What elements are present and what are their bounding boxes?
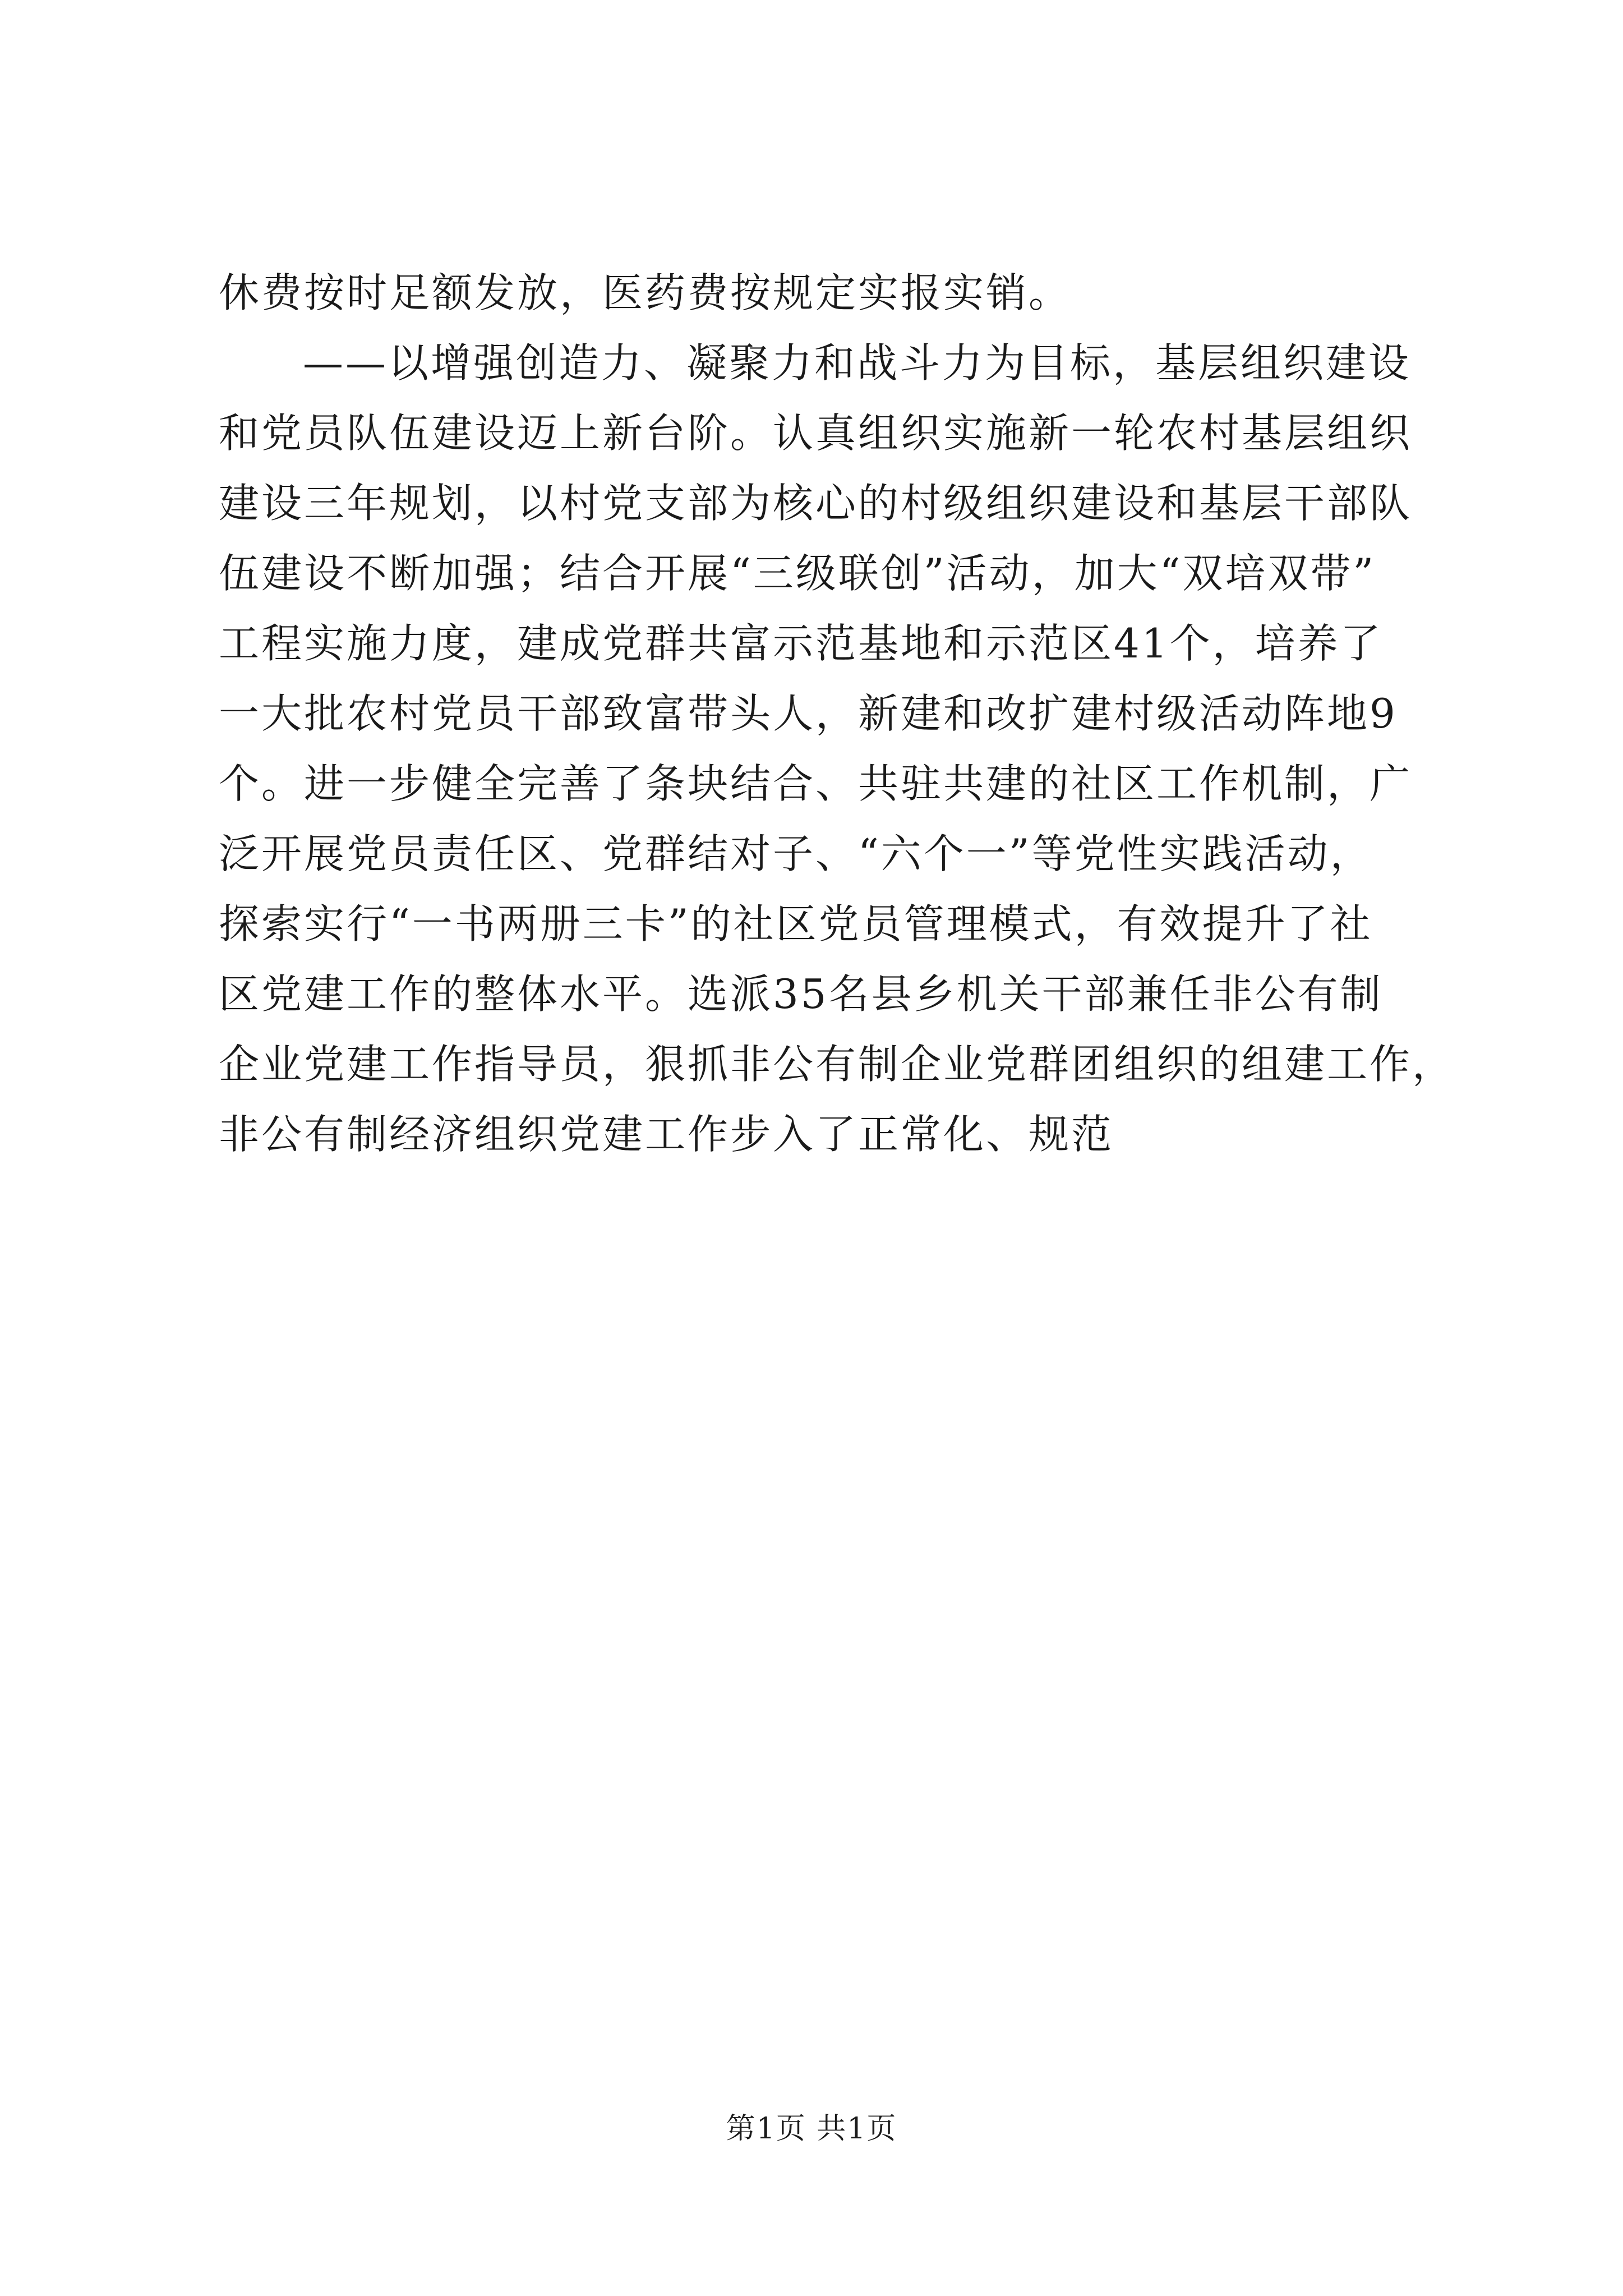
text-line: 企业党建工作指导员，狠抓非公有制企业党群团组织的组建工作， (219, 1041, 1455, 1088)
text-line: 和党员队伍建设迈上新台阶。认真组织实施新一轮农村基层组织 (219, 409, 1413, 457)
text-line: 工程实施力度，建成党群共富示范基地和示范区41个，培养了 (219, 620, 1383, 667)
text-line: 休费按时足额发放，医药费按规定实报实销。 (219, 269, 1072, 316)
text-line: 区党建工作的整体水平。选派35名县乡机关干部兼任非公有制 (219, 970, 1383, 1018)
body-text (219, 258, 1455, 1170)
text-line: 一大批农村党员干部致富带头人，新建和改扩建村级活动阵地9 (219, 690, 1398, 737)
text-line: 建设三年规划，以村党支部为核心的村级组织建设和基层干部队 (219, 480, 1413, 527)
text-line: 探索实行“一书两册三卡”的社区党员管理模式，有效提升了社 (219, 900, 1373, 947)
text-line: ——以增强创造力、凝聚力和战斗力为目标，基层组织建设 (303, 339, 1412, 386)
text-line: 个。进一步健全完善了条块结合、共驻共建的社区工作机制，广 (219, 760, 1413, 807)
text-line: 伍建设不断加强；结合开展“三级联创”活动，加大“双培双带” (219, 550, 1376, 597)
page-footer: 第1页 共1页 (726, 2112, 897, 2146)
text-line: 泛开展党员责任区、党群结对子、“六个一”等党性实践活动， (219, 830, 1373, 877)
text-line: 非公有制经济组织党建工作步入了正常化、规范 (219, 1111, 1114, 1158)
